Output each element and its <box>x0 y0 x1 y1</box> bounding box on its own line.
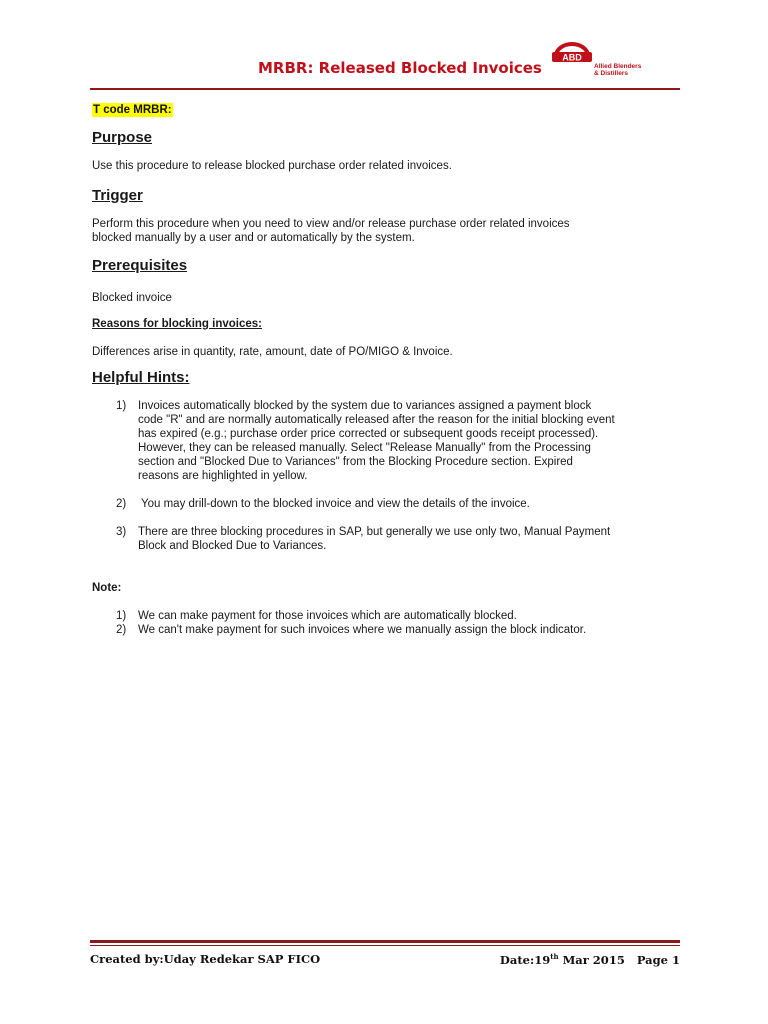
header-rule <box>90 88 680 90</box>
page-header <box>90 40 680 90</box>
hint-line: reasons are highlighted in yellow. <box>138 470 308 482</box>
footer-rule <box>90 940 680 943</box>
helpful-hints-list <box>92 399 682 553</box>
trigger-line-2: blocked manually by a user and or automatically by the system. <box>92 232 415 244</box>
hint-line: However, they can be released manually. Select "Release Manually" from the Processing <box>138 442 591 454</box>
footer-date-suffix: Mar 2015 <box>558 952 625 967</box>
hint-line: Invoices automatically blocked by the system due to variances assigned a payment block <box>138 400 592 412</box>
hint-line: code "R" and are normally automatically released after the reason for the initial blocking event <box>138 414 615 426</box>
note-heading: Note: <box>92 582 122 594</box>
abd-logo <box>550 40 660 80</box>
note-text: We can make payment for those invoices which are automatically blocked. <box>138 610 517 622</box>
list-item <box>92 525 682 553</box>
blocking-reasons-text: Differences arise in quantity, rate, amount, date of PO/MIGO & Invoice. <box>92 346 453 358</box>
footer-page-number: Page 1 <box>636 952 680 967</box>
prerequisites-text: Blocked invoice <box>92 292 172 304</box>
page-footer <box>90 940 680 968</box>
hint-line: Block and Blocked Due to Variances. <box>138 540 327 552</box>
list-item <box>92 609 682 623</box>
list-number: 2) <box>116 498 127 510</box>
footer-date-prefix: Date:19 <box>499 952 551 967</box>
list-number: 3) <box>116 526 127 538</box>
hint-line: has expired (e.g.; purchase order price corrected or subsequent goods receipt processed). <box>138 428 599 440</box>
footer-date-page <box>500 952 680 967</box>
list-item <box>92 497 682 511</box>
logo-line-1: Allied Blenders <box>594 63 642 70</box>
list-number: 2) <box>116 624 127 636</box>
note-list <box>92 609 682 637</box>
footer-date-sup: th <box>550 952 559 961</box>
hint-line: There are three blocking procedures in SAP, but generally we use only two, Manual Payment <box>138 526 611 538</box>
hint-line: section and "Blocked Due to Variances" from the Blocking Procedure section. Expired <box>138 456 573 468</box>
purpose-heading: Purpose <box>92 129 153 146</box>
note-text: We can't make payment for such invoices where we manually assign the block indicator. <box>138 624 587 636</box>
logo-line-2: & Distillers <box>594 70 628 77</box>
list-number: 1) <box>116 610 127 622</box>
footer-rule-thin <box>90 945 680 946</box>
trigger-heading: Trigger <box>92 187 143 204</box>
document-title: MRBR: Released Blocked Invoices <box>258 59 542 77</box>
footer-author: Created by:Uday Redekar SAP FICO <box>90 952 321 966</box>
document-body <box>92 103 682 637</box>
blocking-reasons-subheading: Reasons for blocking invoices: <box>92 318 262 330</box>
list-item <box>92 399 682 483</box>
helpful-hints-heading: Helpful Hints: <box>92 369 190 386</box>
prerequisites-heading: Prerequisites <box>92 257 188 274</box>
trigger-line-1: Perform this procedure when you need to view and/or release purchase order related invoices <box>92 218 570 230</box>
hint-line: You may drill-down to the blocked invoice and view the details of the invoice. <box>138 498 530 510</box>
list-number: 1) <box>116 400 127 412</box>
purpose-text: Use this procedure to release blocked purchase order related invoices. <box>92 160 452 172</box>
tcode-highlight: T code MRBR: <box>93 104 172 116</box>
logo-mark-text: ABD <box>562 52 582 63</box>
list-item <box>92 623 682 637</box>
